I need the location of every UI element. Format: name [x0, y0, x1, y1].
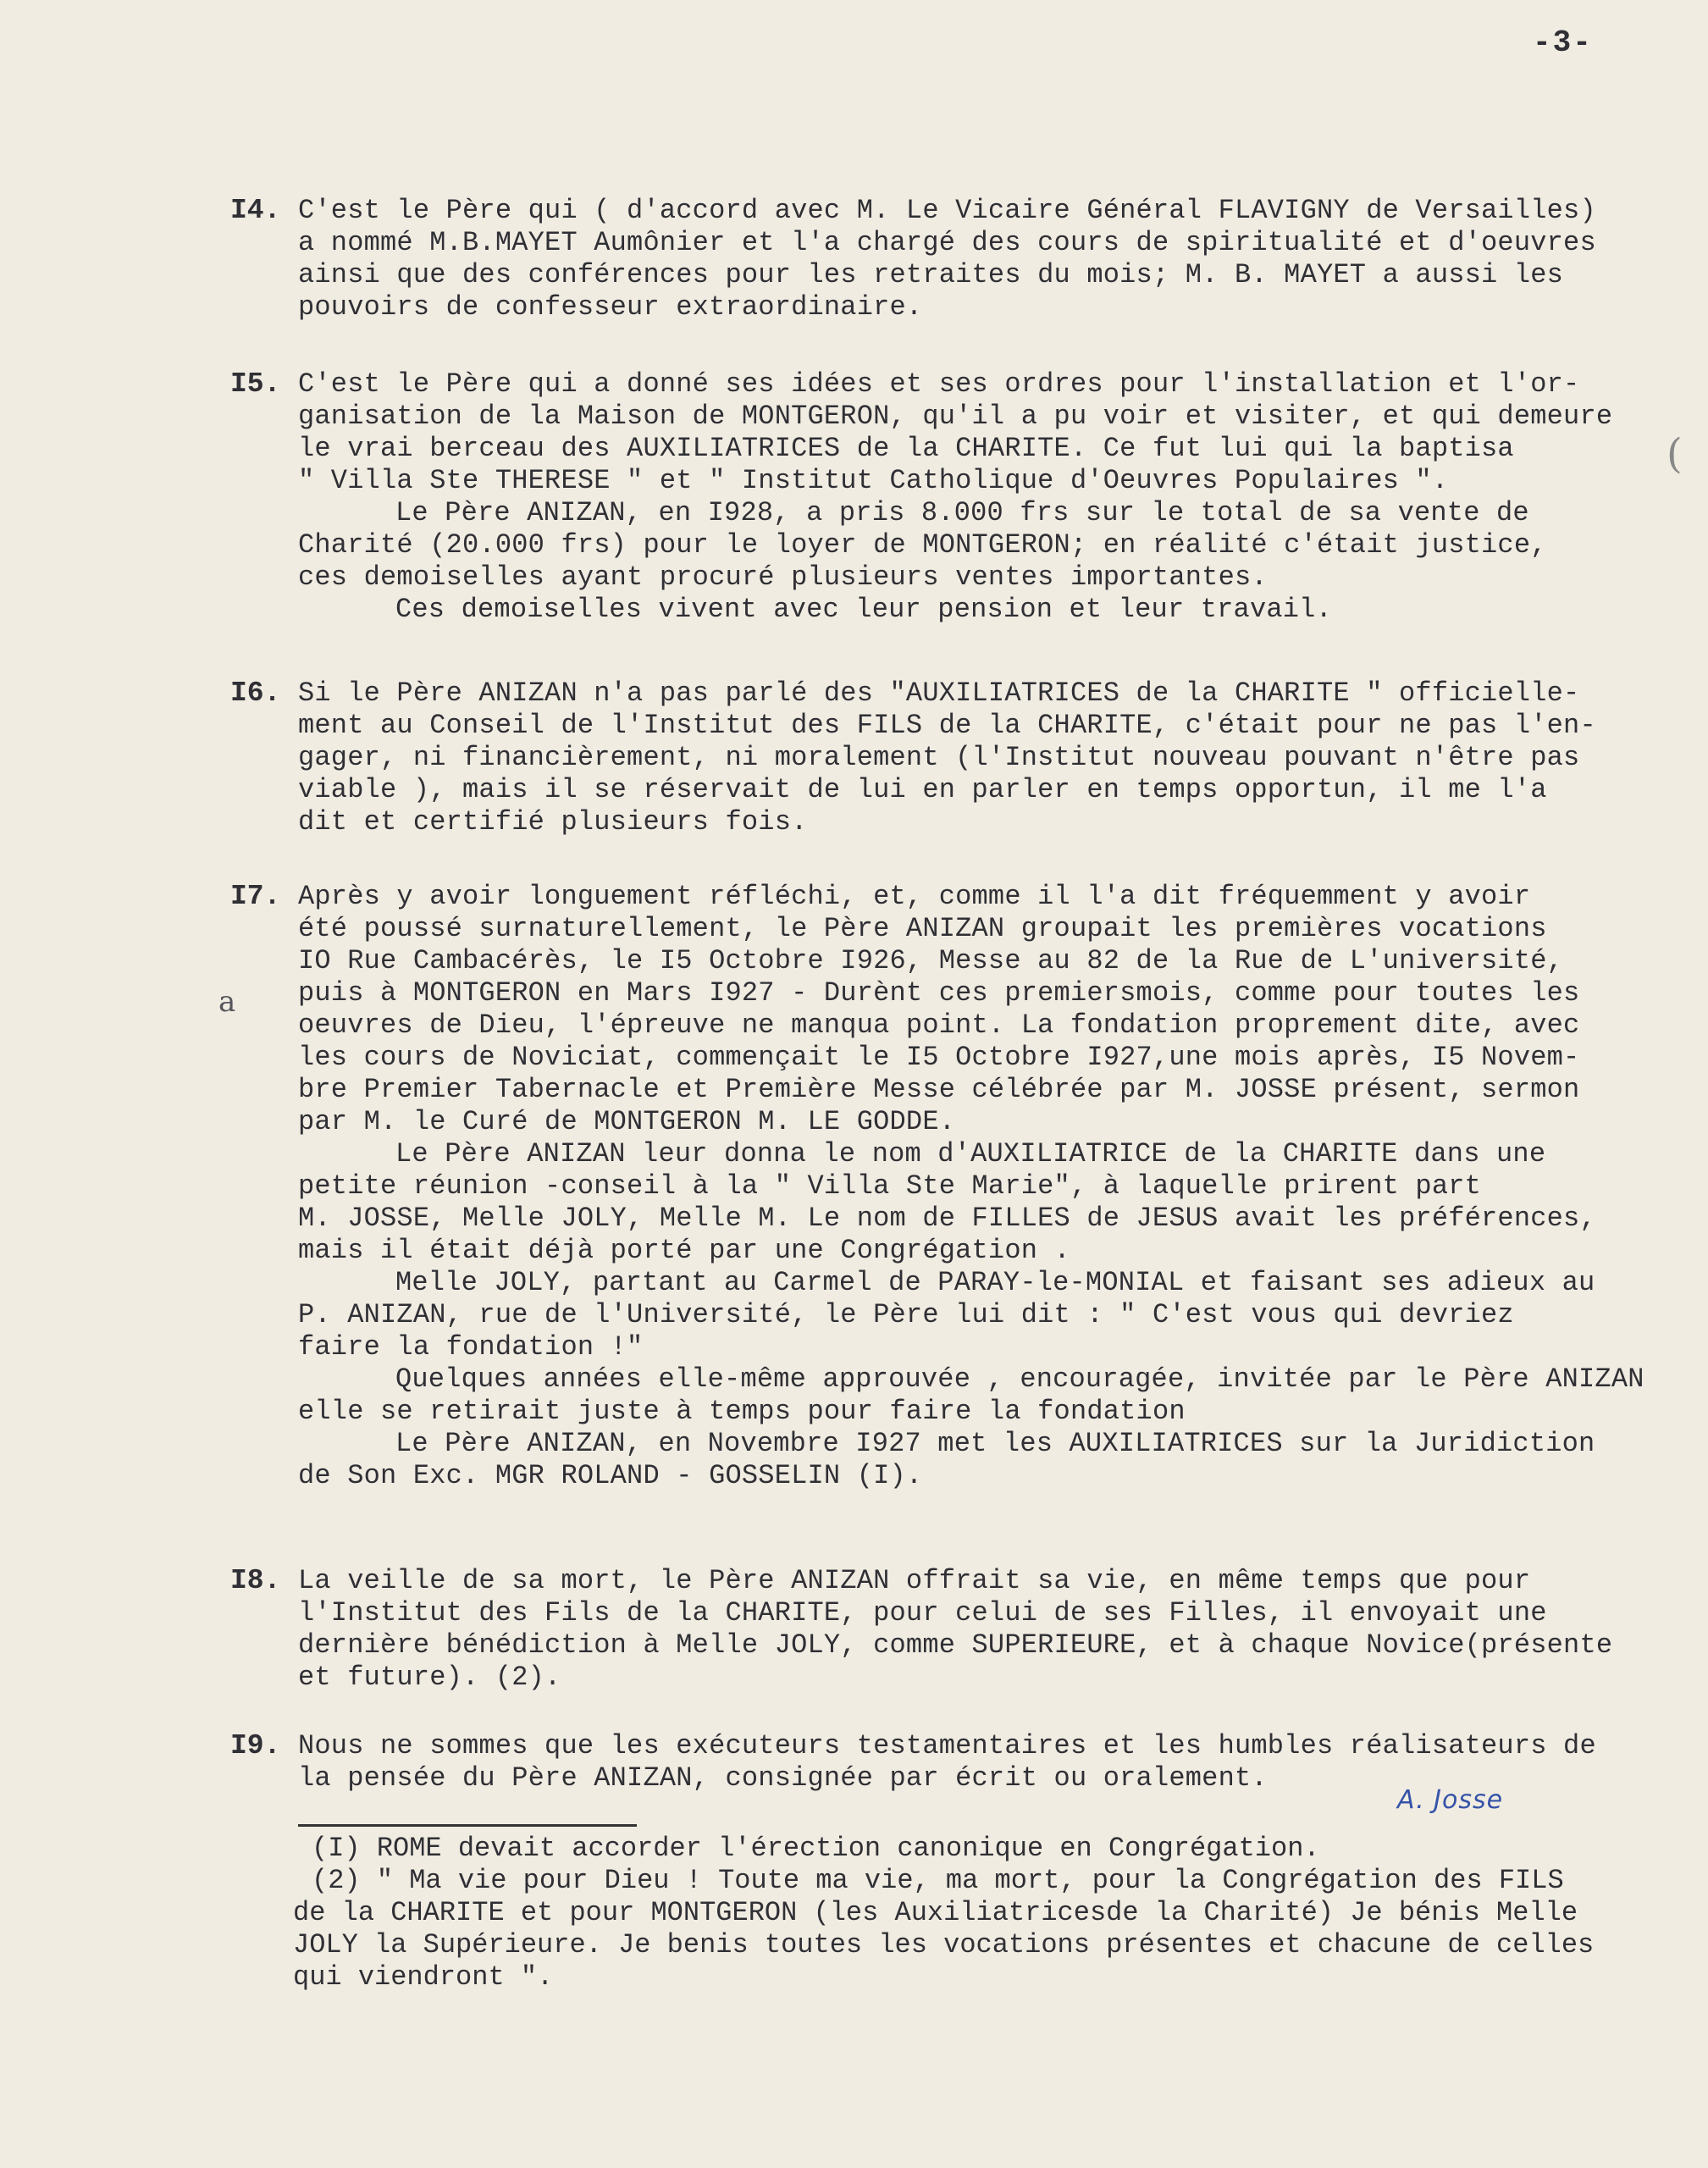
- text-line: pouvoirs de confesseur extraordinaire.: [298, 291, 923, 323]
- footnote-line: (I) ROME devait accorder l'érection canonique en Congrégation.: [312, 1833, 1320, 1864]
- text-line: petite réunion -conseil à la " Villa Ste Marie", à laquelle prirent part: [298, 1170, 1482, 1202]
- text-line: ainsi que des conférences pour les retraites du mois; M. B. MAYET a aussi les: [298, 259, 1564, 290]
- text-line: dernière bénédiction à Melle JOLY, comme SUPERIEURE, et à chaque Novice(présente: [298, 1629, 1613, 1661]
- paragraph-number: I8.: [230, 1565, 281, 1596]
- text-line: le vrai berceau des AUXILIATRICES de la CHARITE. Ce fut lui qui la baptisa: [298, 433, 1514, 464]
- text-line: ganisation de la Maison de MONTGERON, qu'il a pu voir et visiter, et qui demeure: [298, 401, 1613, 432]
- text-line: mais il était déjà porté par une Congrégation .: [298, 1235, 1070, 1266]
- text-line: et future). (2).: [298, 1662, 561, 1693]
- text-line: Le Père ANIZAN, en I928, a pris 8.000 frs sur le total de sa vente de: [395, 497, 1529, 528]
- text-line: faire la fondation !": [298, 1331, 644, 1363]
- paragraph-number: I6.: [230, 678, 281, 709]
- footnote-line: de la CHARITE et pour MONTGERON (les Auxiliatricesde la Charité) Je bénis Melle: [293, 1897, 1578, 1928]
- text-line: Melle JOLY, partant au Carmel de PARAY-le-MONIAL et faisant ses adieux au: [395, 1267, 1595, 1298]
- text-line: " Villa Ste THERESE " et " Institut Catholique d'Oeuvres Populaires ".: [298, 465, 1449, 496]
- text-line: de Son Exc. MGR ROLAND - GOSSELIN (I).: [298, 1460, 923, 1491]
- text-line: gager, ni financièrement, ni moralement (l'Institut nouveau pouvant n'être pas: [298, 742, 1580, 773]
- text-line: oeuvres de Dieu, l'épreuve ne manqua point. La fondation proprement dite, avec: [298, 1009, 1580, 1041]
- text-line: Si le Père ANIZAN n'a pas parlé des "AUXILIATRICES de la CHARITE " officielle-: [298, 678, 1580, 709]
- text-line: C'est le Père qui ( d'accord avec M. Le Vicaire Général FLAVIGNY de Versailles): [298, 195, 1596, 226]
- text-line: la pensée du Père ANIZAN, consignée par écrit ou oralement.: [298, 1762, 1268, 1794]
- page-number: -3-: [1533, 25, 1593, 60]
- text-line: été poussé surnaturellement, le Père ANIZAN groupait les premières vocations: [298, 913, 1547, 944]
- footnote-line: JOLY la Supérieure. Je benis toutes les vocations présentes et chacune de celles: [293, 1929, 1595, 1961]
- text-line: La veille de sa mort, le Père ANIZAN offrait sa vie, en même temps que pour: [298, 1565, 1531, 1596]
- handwritten-signature: A. Josse: [1397, 1785, 1504, 1815]
- text-line: elle se retirait juste à temps pour faire la fondation: [298, 1396, 1186, 1427]
- text-line: ces demoiselles ayant procuré plusieurs ventes importantes.: [298, 561, 1268, 593]
- paragraph-number: I4.: [230, 195, 281, 226]
- paragraph-number: I9.: [230, 1730, 281, 1762]
- text-line: M. JOSSE, Melle JOLY, Melle M. Le nom de FILLES de JESUS avait les préférences,: [298, 1203, 1596, 1234]
- paragraph-number: I7.: [230, 881, 281, 912]
- text-line: dit et certifié plusieurs fois.: [298, 806, 808, 838]
- text-line: IO Rue Cambacérès, le I5 Octobre I926, Messe au 82 de la Rue de L'université,: [298, 945, 1564, 976]
- text-line: par M. le Curé de MONTGERON M. LE GODDE.: [298, 1106, 956, 1137]
- text-line: P. ANIZAN, rue de l'Université, le Père lui dit : " C'est vous qui devriez: [298, 1299, 1514, 1330]
- text-line: les cours de Noviciat, commençait le I5 Octobre I927,une mois après, I5 Novem-: [298, 1042, 1580, 1073]
- text-line: C'est le Père qui a donné ses idées et ses ordres pour l'installation et l'or-: [298, 368, 1580, 400]
- text-line: Le Père ANIZAN, en Novembre I927 met les AUXILIATRICES sur la Juridiction: [395, 1428, 1595, 1459]
- text-line: ment au Conseil de l'Institut des FILS de la CHARITE, c'était pour ne pas l'en-: [298, 710, 1596, 741]
- text-line: l'Institut des Fils de la CHARITE, pour celui de ses Filles, il envoyait une: [298, 1597, 1547, 1629]
- text-line: a nommé M.B.MAYET Aumônier et l'a chargé des cours de spiritualité et d'oeuvres: [298, 227, 1596, 258]
- text-line: viable ), mais il se réservait de lui en parler en temps opportun, il me l'a: [298, 774, 1547, 805]
- text-line: puis à MONTGERON en Mars I927 - Durènt ces premiersmois, comme pour toutes les: [298, 977, 1580, 1009]
- text-line: Quelques années elle-même approuvée , encouragée, invitée par le Père ANIZAN: [395, 1363, 1644, 1395]
- paragraph-number: I5.: [230, 368, 281, 400]
- margin-annotation: a: [218, 985, 236, 1019]
- footnote-line: (2) " Ma vie pour Dieu ! Toute ma vie, ma mort, pour la Congrégation des FILS: [312, 1865, 1564, 1896]
- footnote-divider: [298, 1824, 637, 1827]
- text-line: Nous ne sommes que les exécuteurs testamentaires et les humbles réalisateurs de: [298, 1730, 1596, 1762]
- text-line: Charité (20.000 frs) pour le loyer de MONTGERON; en réalité c'était justice,: [298, 529, 1547, 561]
- footnote-line: qui viendront ".: [293, 1961, 554, 1993]
- text-line: Ces demoiselles vivent avec leur pension et leur travail.: [395, 594, 1332, 625]
- text-line: Après y avoir longuement réfléchi, et, comme il l'a dit fréquemment y avoir: [298, 881, 1531, 912]
- text-line: Le Père ANIZAN leur donna le nom d'AUXILIATRICE de la CHARITE dans une: [395, 1138, 1546, 1170]
- margin-paren-mark: (: [1667, 430, 1683, 478]
- text-line: bre Premier Tabernacle et Première Messe célébrée par M. JOSSE présent, sermon: [298, 1074, 1580, 1105]
